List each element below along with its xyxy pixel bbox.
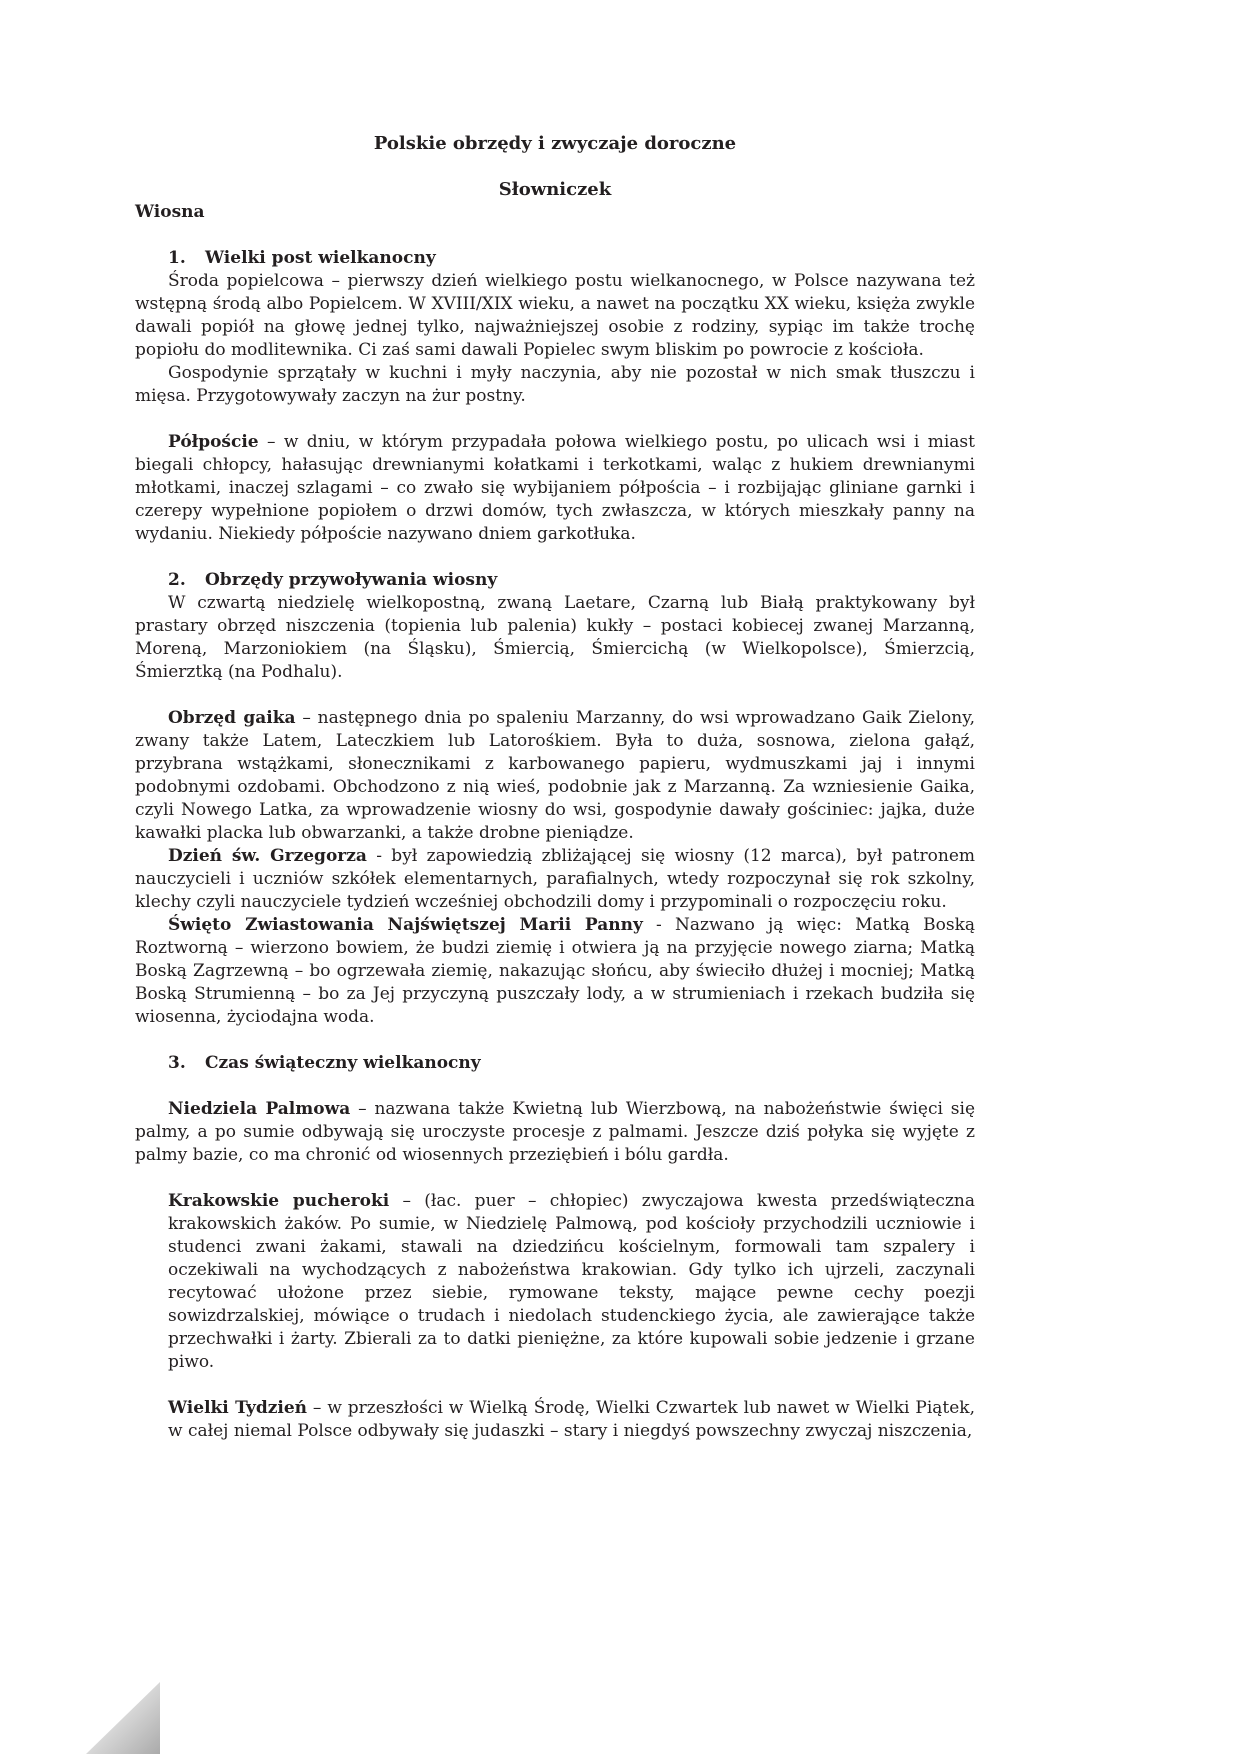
term-bold: Niedziela Palmowa: [168, 1099, 351, 1119]
term-bold: Święto Zwiastowania Najświętszej Marii Panny: [168, 915, 643, 935]
document-body: [135, 247, 975, 1443]
section-title: Wielki post wielkanocny: [205, 248, 436, 268]
term-bold: Krakowskie pucheroki: [168, 1191, 390, 1211]
body-text: – w dniu, w którym przypadała połowa wielkiego postu, po ulicach wsi i miast biegali chłopcy, hałasując drewnianymi kołatkami i terkotkami, waląc z hukiem drewnianymi młotkami, inaczej szlagami – co zwało się wybijaniem półpościa – i rozbijając gliniane garnki i czerepy wypełnione popiołem o drzwi domów, tych zwłaszcza, w których mieszkały panny na wydaniu. Niekiedy półpoście nazywano dniem garkotłuka.: [135, 432, 975, 544]
page-corner-fold: [86, 1682, 160, 1754]
body-text: – nazwana także Kwietną lub Wierzbową, na nabożeństwie święci się palmy, a po sumie odbywają się uroczyste procesje z palmami. Jeszcze dziś połyka się wyjęte z palmy bazie, co ma chronić od wiosennych przeziębień i bólu gardła.: [135, 1099, 976, 1165]
body-text: W czwartą niedzielę wielkopostną, zwaną Laetare, Czarną lub Białą praktykowany był prastary obrzęd niszczenia (topienia lub palenia) kukły – postaci kobiecej zwanej Marzanną, Moreną, Marzoniokiem (na Śląsku), Śmiercią, Śmiercichą (w Wielkopolsce), Śmierzcią, Śmierztką (na Podhalu).: [135, 593, 975, 682]
section-number: 2.: [168, 570, 186, 590]
document-subtitle: Słowniczek: [498, 179, 612, 200]
body-text: - był zapowiedzią zbliżającej się wiosny (12 marca), był patronem nauczycieli i uczniów szkółek elementarnych, parafialnych, wtedy rozpoczynał się rok szkolny, klechy czyli nauczyciele tydzień wcześniej obchodzili domy i przypominali o rozpoczęciu roku.: [135, 846, 975, 912]
body-text: – (łac. puer – chłopiec) zwyczajowa kwesta przedświąteczna krakowskich żaków. Po sumie, w Niedzielę Palmową, pod kościoły przychodzili uczniowie i studenci zwani żakami, stawali na dziedzińcu kościelnym, formowali tam szpalery i oczekiwali na wychodzących z nabożeństwa krakowian. Gdy tylko ich ujrzeli, zaczynali recytować ułożone przez siebie, rymowane teksty, mające pewne cechy poezji sowizdrzalskiej, mówiące o trudach i niedolach studenckiego życia, ale zawierające także przechwałki i żarty. Zbierali za to datki pieniężne, za które kupowali sobie jedzenie i grzane piwo.: [168, 1191, 975, 1372]
section-title: Obrzędy przywoływania wiosny: [205, 570, 498, 590]
paragraph: [135, 362, 975, 408]
document-title: Polskie obrzędy i zwyczaje doroczne: [373, 133, 737, 154]
section-title: Czas świąteczny wielkanocny: [205, 1053, 481, 1073]
section-heading: [168, 569, 975, 592]
paragraph: [135, 431, 975, 546]
document-content: [135, 132, 975, 1443]
body-text: - Nazwano ją więc: Matką Boską Roztworną – wierzono bowiem, że budzi ziemię i otwiera ją na przyjęcie nowego ziarna; Matką Boską Zagrzewną – bo ogrzewała ziemię, nakazując słońcu, aby świeciło dłużej i mocniej; Matką Boską Strumienną – bo za Jej przyczyną puszczały lody, a w strumieniach i rzekach budziła się wiosenna, życiodajna woda.: [135, 915, 976, 1027]
term-bold: Obrzęd gaika: [168, 708, 296, 728]
paragraph: [135, 270, 975, 362]
term-bold: Półpoście: [168, 432, 259, 452]
body-text: Gospodynie sprzątały w kuchni i myły naczynia, aby nie pozostał w nich smak tłuszczu i mięsa. Przygotowywały zaczyn na żur postny.: [135, 363, 975, 406]
body-text: – następnego dnia po spaleniu Marzanny, do wsi wprowadzano Gaik Zielony, zwany także Latem, Lateczkiem lub Latorośkiem. Była to duża, sosnowa, zielona gałąź, przybrana wstążkami, słonecznikami z karbowanego papieru, wydmuszkami jaj i innymi podobnymi ozdobami. Obchodzono z nią wieś, podobnie jak z Marzanną. Za wzniesienie Gaika, czyli Nowego Latka, za wprowadzenie wiosny do wsi, gospodynie dawały gościniec: jajka, duże kawałki placka lub obwarzanki, a także drobne pieniądze.: [135, 708, 975, 843]
section-heading: [168, 247, 975, 270]
season-heading: Wiosna: [135, 202, 205, 222]
paragraph: [135, 845, 975, 914]
body-text: – w przeszłości w Wielką Środę, Wielki Czwartek lub nawet w Wielki Piątek, w całej niemal Polsce odbywały się judaszki – stary i niegdyś powszechny zwyczaj niszczenia,: [168, 1398, 975, 1441]
body-text: Środa popielcowa – pierwszy dzień wielkiego postu wielkanocnego, w Polsce nazywana też wstępną środą albo Popielcem. W XVIII/XIX wieku, a nawet na początku XX wieku, księża zwykle dawali popiół na głowę jednej tylko, najważniejszej osobie z rodziny, sypiąc im także trochę popiołu do modlitewnika. Ci zaś sami dawali Popielec swym bliskim po powrocie z kościoła.: [135, 271, 975, 360]
paragraph: [168, 1397, 975, 1443]
paragraph: [135, 707, 975, 845]
paragraph: [135, 1098, 975, 1167]
paragraph: [135, 592, 975, 684]
term-bold: Wielki Tydzień: [168, 1398, 308, 1418]
paragraph: [135, 914, 975, 1029]
term-bold: Dzień św. Grzegorza: [168, 846, 367, 866]
paragraph: [168, 1190, 975, 1374]
section-number: 1.: [168, 248, 186, 268]
section-heading: [168, 1052, 975, 1075]
section-number: 3.: [168, 1053, 186, 1073]
